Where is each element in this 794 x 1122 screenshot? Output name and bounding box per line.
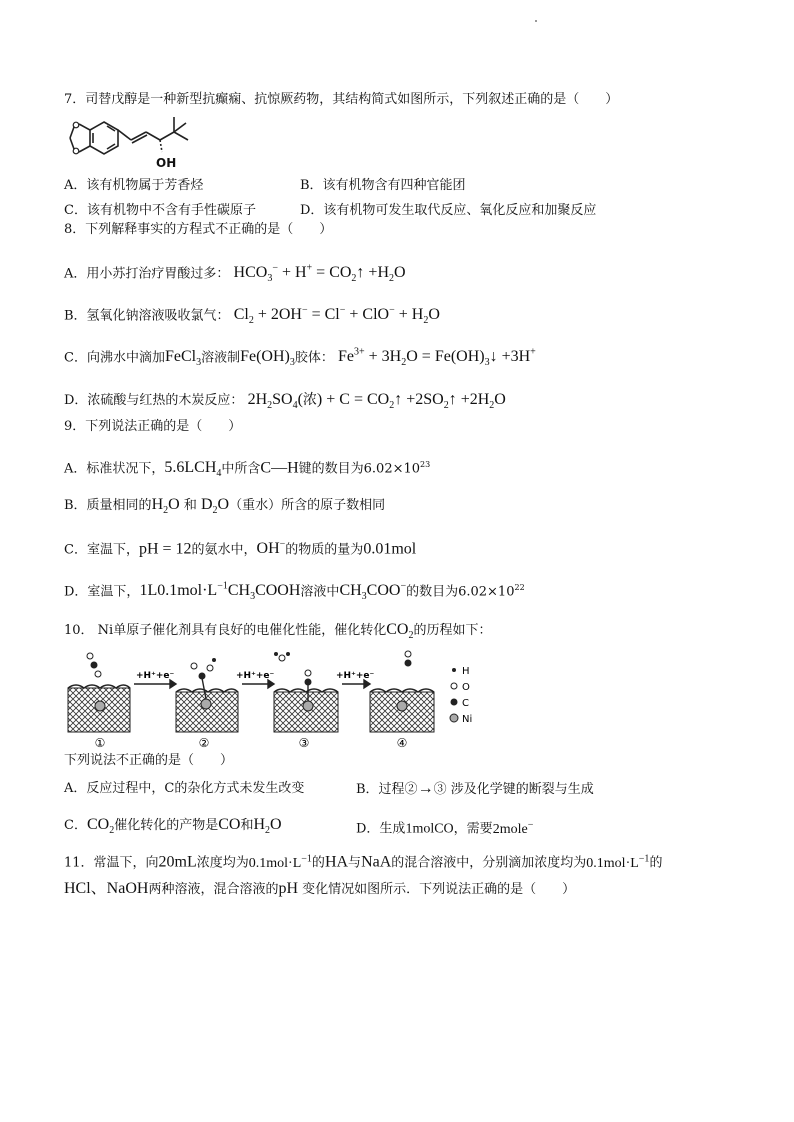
legend-c: C xyxy=(462,698,469,709)
q7-option-d: D．该有机物可发生取代反应、氧化反应和加聚反应 xyxy=(300,203,597,218)
arrow-label-1: +H⁺+e⁻ xyxy=(136,671,175,681)
step-2-panel xyxy=(176,658,238,732)
step-1-panel xyxy=(68,653,130,732)
stray-dot xyxy=(535,20,537,22)
q7-option-a: A．该有机物属于芳香烃 xyxy=(64,178,204,193)
arrow-label-3: +H⁺+e⁻ xyxy=(336,671,375,681)
arrow-label-2: +H⁺+e⁻ xyxy=(236,671,275,681)
q10-option-a: A．反应过程中，C的杂化方式未发生改变 xyxy=(64,781,305,796)
step-label-3: ③ xyxy=(298,736,310,750)
q9-option-c: C．室温下，pH = 12的氨水中，OH−的物质的量为0.01mol xyxy=(64,539,417,558)
q8-option-b: B．氢氧化钠溶液吸收氯气： $Cl_2 + 2OH^- = Cl^- + ClO^- + H_2O$ xyxy=(64,305,440,327)
q9-option-b: B．质量相同的$H_2O$ 和 $D_2O$（重水）所含的原子数相同 xyxy=(64,496,386,517)
step-label-2: ② xyxy=(198,736,210,750)
legend xyxy=(450,666,472,725)
oh-label: OH xyxy=(156,156,177,170)
q7-option-c: C．该有机物中不含有手性碳原子 xyxy=(64,203,256,218)
q8-stem: 8．下列解释事实的方程式不正确的是（ ） xyxy=(64,222,333,237)
step-3-panel xyxy=(274,652,338,732)
q8-option-c: C．向沸水中滴加FeCl$_3$溶液制$Fe(OH)_3$胶体： $Fe^{3+} + 3H_2O$ = $Fe(OH)_3↓ +3H^+$ xyxy=(64,347,536,369)
step-4-panel xyxy=(370,651,434,732)
legend-h: H xyxy=(462,666,470,677)
q8-option-a: A．用小苏打治疗胃酸过多： $HCO_3^- + H^+$ = $CO_2↑ +H_2O$ xyxy=(64,263,406,285)
q10-prompt: 下列说法不正确的是（ ） xyxy=(64,753,234,768)
q10-option-c: C．$CO_2$催化转化的产物是CO和$H_2O$ xyxy=(64,816,282,837)
q10-stem: 10． Ni单原子催化剂具有良好的电催化性能，催化转化$CO_2$的历程如下： xyxy=(64,621,492,642)
step-label-4: ④ xyxy=(396,736,408,750)
step-label-1: ① xyxy=(94,736,106,750)
q7-option-b: B．该有机物含有四种官能团 xyxy=(300,178,466,193)
q9-stem: 9．下列说法正确的是（ ） xyxy=(64,419,242,434)
q11-line-1: 11．常温下，向20mL浓度均为$0.1mol\cdot L^{-1}$的HA与NaA的混合溶液中，分别滴加浓度均为$0.1mol\cdot L^{-1}$的 xyxy=(64,853,663,871)
legend-ni: Ni xyxy=(462,714,473,725)
catalysis-mechanism-figure xyxy=(64,648,484,752)
legend-o: O xyxy=(462,682,470,693)
q7-stem: 7．司替戊醇是一种新型抗癫痫、抗惊厥药物，其结构简式如图所示，下列叙述正确的是（ ） xyxy=(64,92,619,107)
q8-option-d: D．浓硫酸与红热的木炭反应： $2H_2SO_4$(浓) + $C = CO_2↑$ $+2SO_2↑ +2H_2O$ xyxy=(64,391,506,412)
stiripentol-structure xyxy=(64,112,204,174)
q9-option-a: A．标准状况下，$5.6LCH_4$中所含C—H键的数目为$6.02\times 10^{23}$ xyxy=(64,459,431,480)
q9-option-d: D．室温下，$1L0.1mol\cdot L^{-1}CH_3COOH$溶液中$CH_3COO^-$的数目为$6.02\times 10^{22}$ xyxy=(64,581,525,603)
q10-option-b: B．过程②→③ 涉及化学键的断裂与生成 xyxy=(356,780,594,797)
q10-option-d: D．生成1molCO，需要2mole− xyxy=(356,819,534,837)
q11-line-2: HCl、NaOH两种溶液，混合溶液的pH 变化情况如图所示．下列说法正确的是（ ） xyxy=(64,880,576,897)
